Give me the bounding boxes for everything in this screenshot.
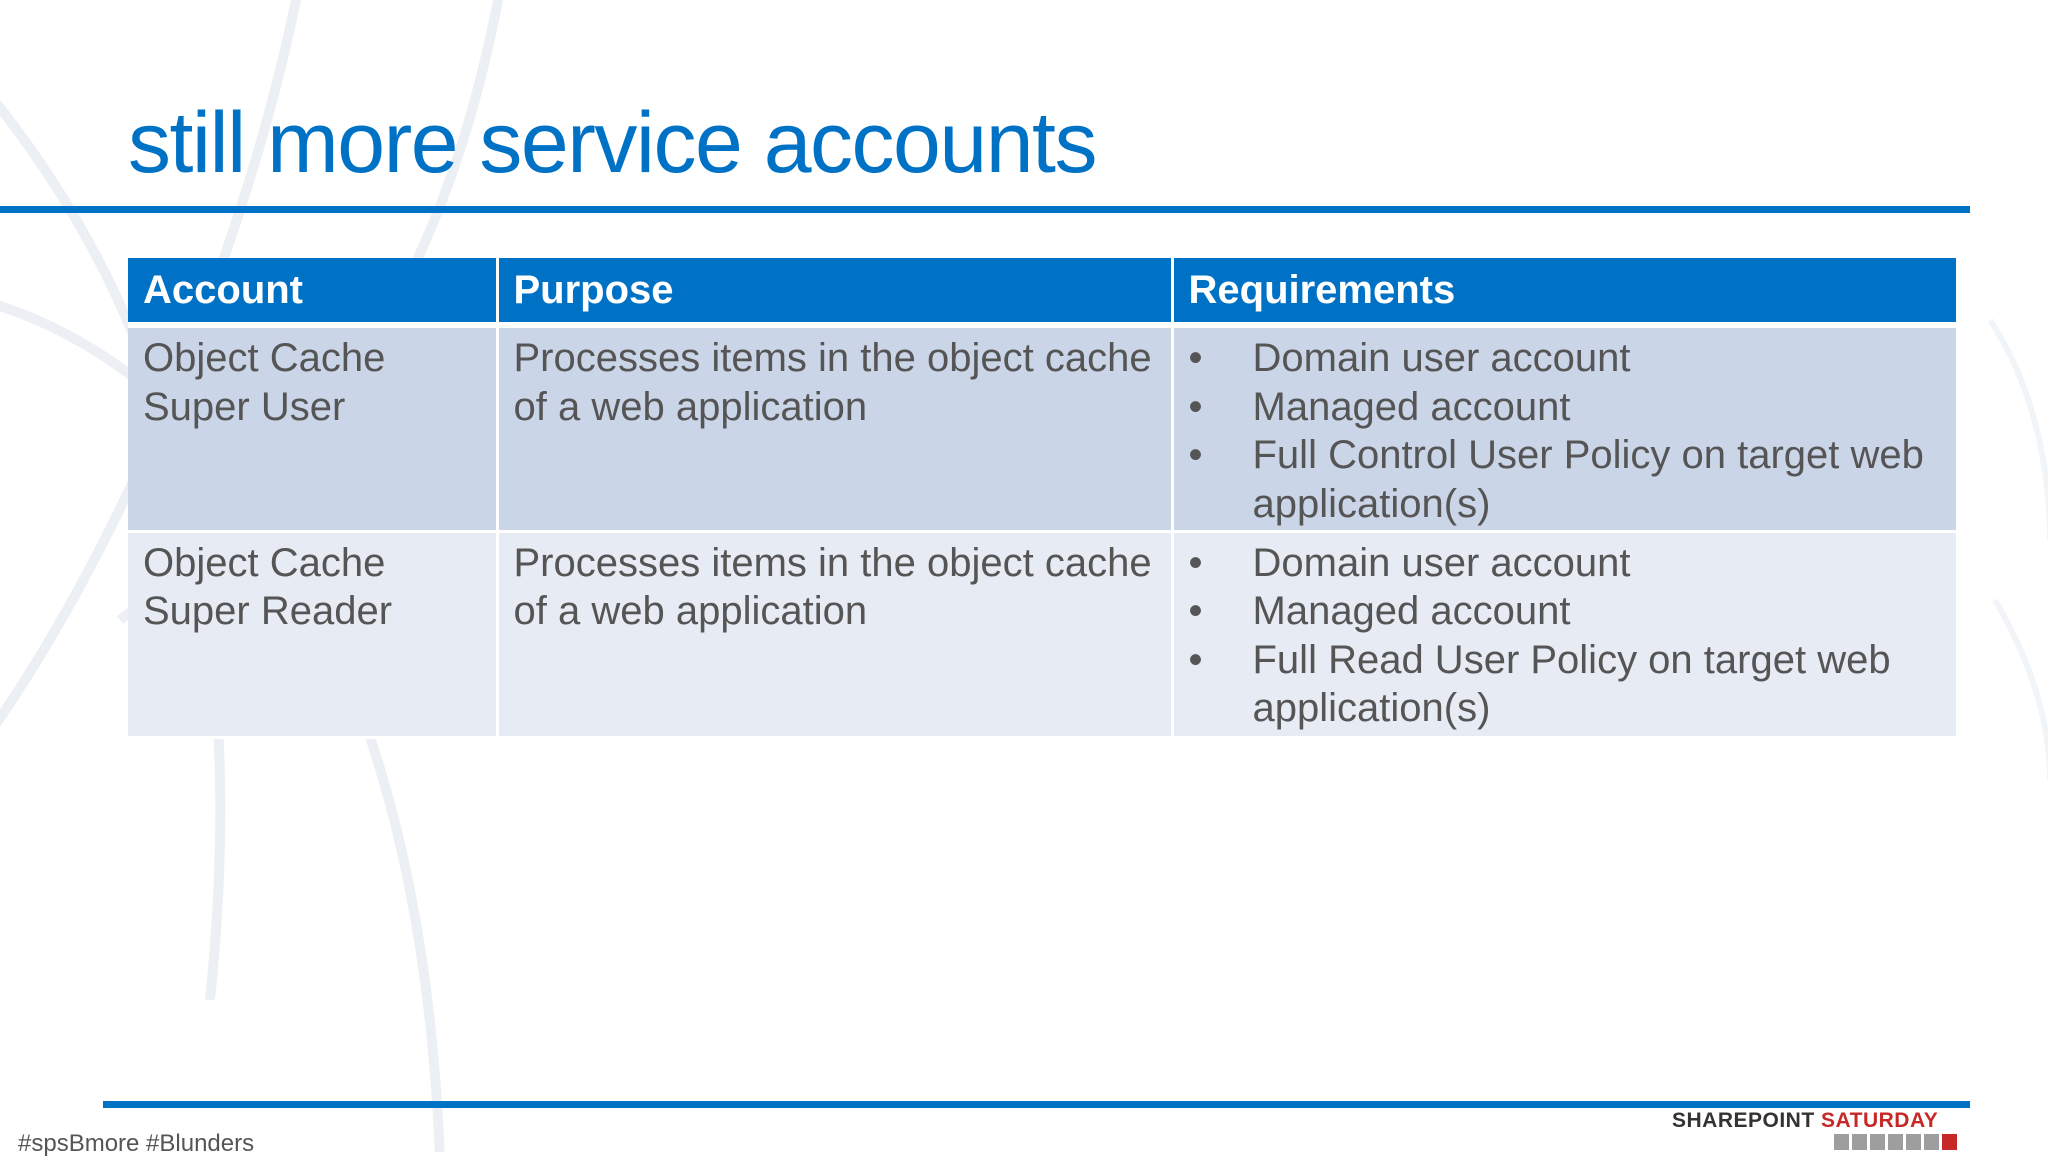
logo-name-part1: SHAREPOINT [1672, 1109, 1815, 1132]
list-item [1189, 636, 1942, 733]
account-name-line: Object Cache [143, 336, 386, 380]
table-row [128, 531, 1956, 737]
bullet-icon: • [1188, 384, 1203, 429]
list-item [1189, 587, 1942, 636]
purpose-cell [497, 531, 1172, 737]
account-cell [128, 531, 497, 737]
purpose-line: of a web application [513, 589, 868, 633]
requirements-list [1189, 334, 1942, 528]
sharepoint-saturday-logo [1672, 1110, 1972, 1152]
bullet-icon: • [1188, 589, 1203, 633]
list-item [1189, 431, 1942, 528]
requirement-text: Full Control User Policy on target web application(s) [1252, 433, 1924, 526]
requirement-text: Managed account [1252, 589, 1571, 633]
hashtag-footer: #spsBmore #Blunders [18, 1130, 255, 1157]
table-row [128, 325, 1956, 531]
service-accounts-table [128, 258, 1956, 739]
requirement-text: Full Read User Policy on target web application(s) [1252, 637, 1891, 730]
account-cell [128, 325, 497, 531]
purpose-cell [497, 325, 1172, 531]
title-divider [0, 206, 1970, 213]
slide-title: still more service accounts [128, 95, 1096, 191]
purpose-line: of a web application [513, 384, 868, 429]
account-name-line: Super Reader [143, 589, 393, 633]
table-header-row [128, 258, 1956, 325]
purpose-line: Processes items in the object cache [513, 540, 1152, 585]
list-item [1189, 383, 1942, 432]
bullet-icon: • [1188, 540, 1203, 585]
logo-wordmark [1672, 1110, 1938, 1131]
header-purpose: Purpose [497, 258, 1172, 325]
requirement-text: Domain user account [1252, 336, 1631, 380]
logo-name-part2: SATURDAY [1821, 1109, 1939, 1132]
bullet-icon: • [1188, 336, 1203, 380]
requirements-list [1189, 539, 1942, 733]
bullet-icon: • [1188, 433, 1203, 477]
requirements-cell [1172, 325, 1956, 531]
list-item [1189, 539, 1942, 588]
purpose-line: Processes items in the object cache [513, 336, 1152, 380]
logo-squares-icon [1834, 1134, 1957, 1150]
header-requirements: Requirements [1172, 258, 1956, 325]
header-account: Account [128, 258, 497, 325]
account-name-line: Super User [143, 384, 346, 429]
requirements-cell [1172, 531, 1956, 737]
list-item [1189, 334, 1942, 383]
footer-divider [103, 1101, 1970, 1108]
bullet-icon: • [1188, 637, 1203, 682]
requirement-text: Managed account [1252, 384, 1571, 429]
account-name-line: Object Cache [143, 540, 386, 585]
requirement-text: Domain user account [1252, 540, 1631, 585]
